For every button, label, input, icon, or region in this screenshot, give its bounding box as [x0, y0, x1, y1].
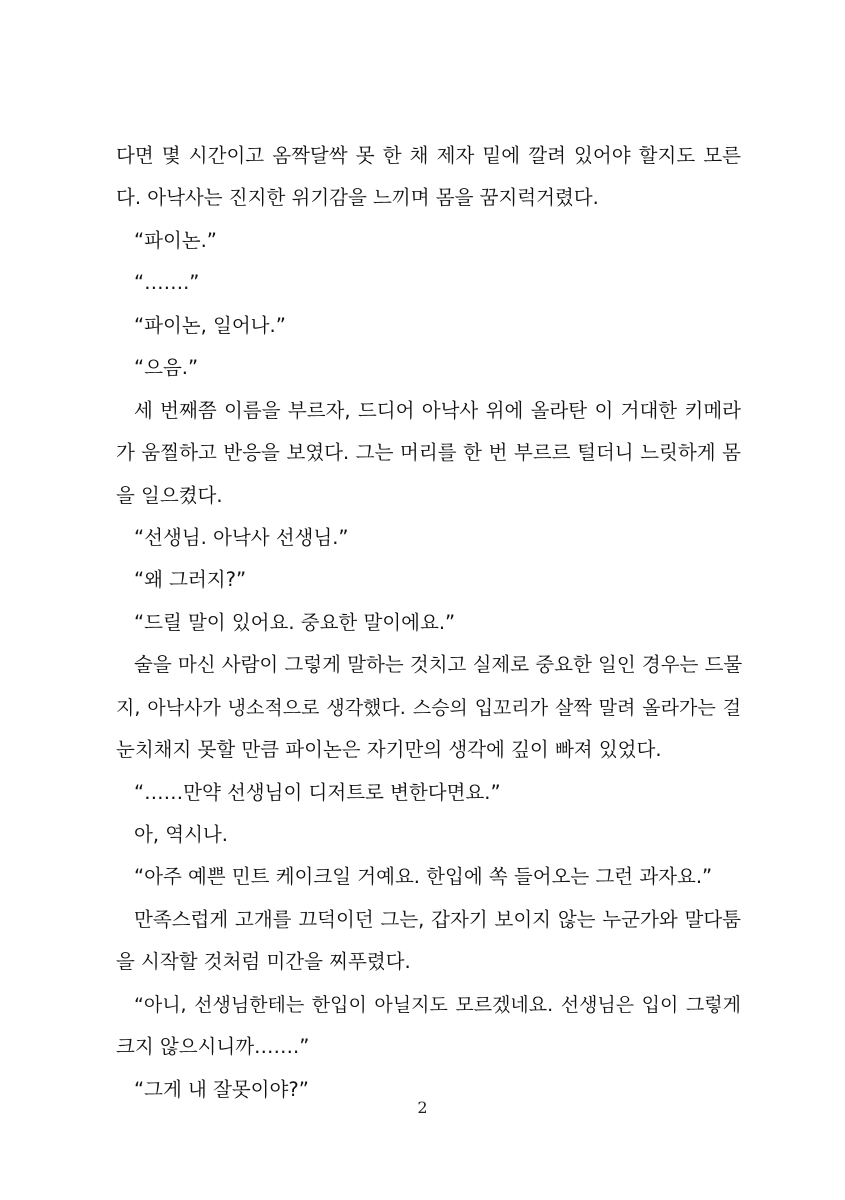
text-line: 을 일으켰다. — [116, 483, 223, 507]
text-line: 술을 마신 사람이 그렇게 말하는 것치고 실제로 중요한 일인 경우는 드물 — [134, 653, 743, 677]
dialogue-line: “……만약 선생님이 디저트로 변한다면요.” — [134, 780, 501, 804]
text-line: 을 시작할 것처럼 미간을 찌푸렸다. — [116, 950, 411, 974]
dialogue-line: “아니, 선생님한테는 한입이 아닐지도 모르겠네요. 선생님은 입이 그렇게 — [134, 993, 741, 1016]
text-line: 아, 역시나. — [134, 823, 228, 846]
dialogue-line: “파이논.” — [134, 228, 217, 252]
text-line: 가 움찔하고 반응을 보였다. 그는 머리를 한 번 부르르 털더니 느릿하게 몸 — [116, 441, 741, 465]
dialogue-line: 크지 않으시니까…….” — [116, 1035, 310, 1059]
text-line: 다면 몇 시간이고 옴짝달싹 못 한 채 제자 밑에 깔려 있어야 할지도 모른 — [116, 144, 741, 167]
dialogue-line: “…….” — [134, 271, 200, 295]
text-line: 세 번째쯤 이름을 부르자, 드디어 아낙사 위에 올라탄 이 거대한 키메라 — [134, 398, 741, 422]
text-line: 만족스럽게 고개를 끄덕이던 그는, 갑자기 보이지 않는 누군가와 말다툼 — [134, 907, 741, 931]
text-line: 눈치채지 못할 만큼 파이논은 자기만의 생각에 깊이 빠져 있었다. — [116, 738, 662, 762]
dialogue-line: “선생님. 아낙사 선생님.” — [134, 525, 349, 549]
dialogue-line: “드릴 말이 있어요. 중요한 말이에요.” — [134, 610, 456, 634]
dialogue-line: “왜 그러지?” — [134, 568, 247, 592]
text-line: 지, 아낙사가 냉소적으로 생각했다. 스승의 입꼬리가 살짝 말려 올라가는 걸 — [116, 696, 741, 719]
page-number: 2 — [417, 1098, 428, 1117]
dialogue-line: “그게 내 잘못이야?” — [134, 1077, 309, 1101]
dialogue-line: “파이논, 일어나.” — [134, 313, 286, 337]
document-body — [116, 140, 741, 1116]
dialogue-line: “으음.” — [134, 356, 199, 380]
dialogue-line: “아주 예쁜 민트 케이크일 거예요. 한입에 쏙 들어오는 그런 과자요.” — [134, 865, 713, 889]
text-line: 다. 아낙사는 진지한 위기감을 느끼며 몸을 꿈지럭거렸다. — [116, 186, 599, 210]
